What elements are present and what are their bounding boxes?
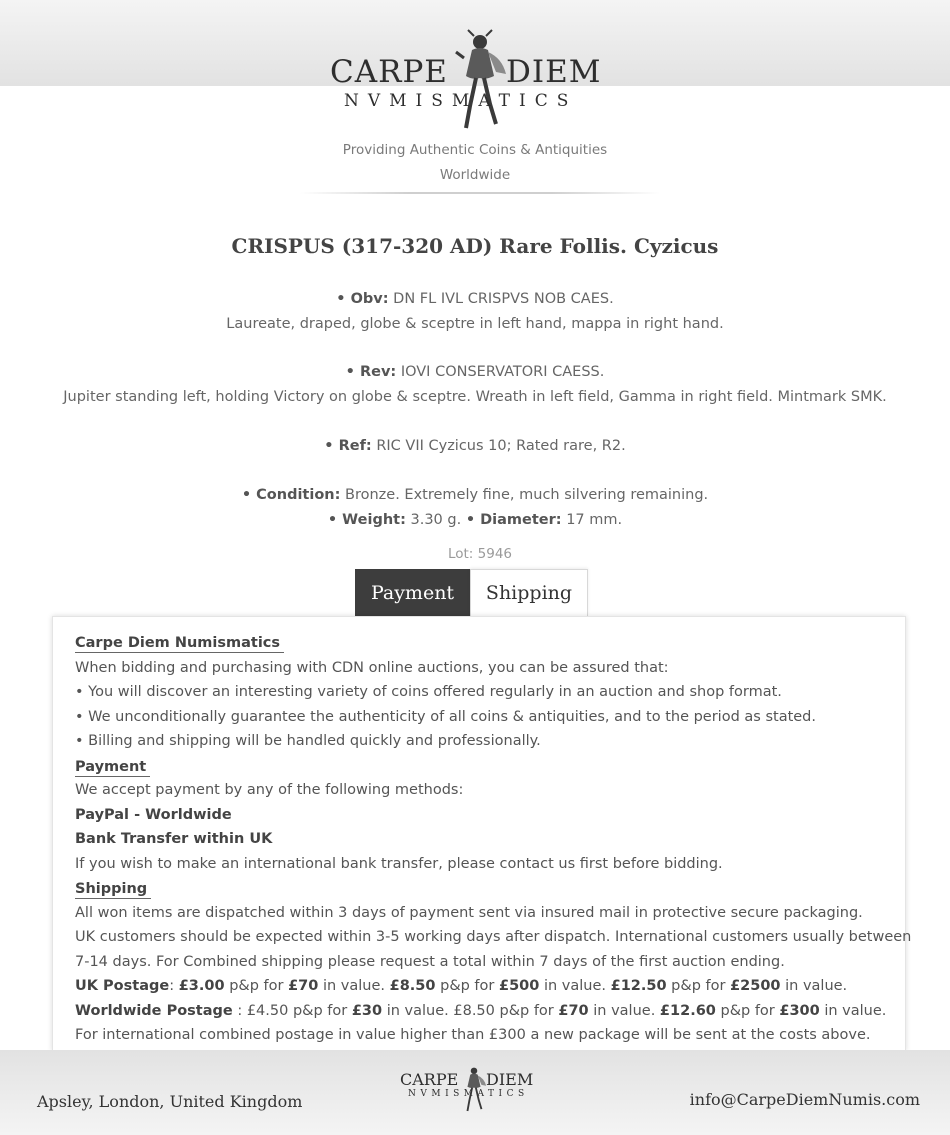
uk-postage-label: UK Postage xyxy=(75,978,170,994)
rev-value: IOVI CONSERVATORI CAESS. xyxy=(400,364,605,380)
condition-label: • Condition: xyxy=(241,487,341,503)
footer xyxy=(0,1050,950,1135)
ref-label: • Ref: xyxy=(324,438,372,454)
obv-label: • Obv: xyxy=(336,291,389,307)
rev-label: • Rev: xyxy=(345,364,397,380)
page-title: CRISPUS (317-320 AD) Rare Follis. Cyzicus xyxy=(231,234,719,258)
rev-block xyxy=(0,360,950,409)
weight-value: 3.30 g. xyxy=(410,511,462,528)
worldwide-postage-label: Worldwide Postage xyxy=(75,1002,233,1019)
obv-block xyxy=(0,287,950,336)
uk-postage-line: UK Postage: £3.00 p&p for £70 in value. £8.50 p&p for £500 in value. £12.50 p&p for £2500 in value. xyxy=(75,978,848,994)
tagline xyxy=(0,138,950,188)
logo-subtitle: NVMISMATICS xyxy=(344,91,578,111)
shipping-line-2: UK customers should be expected within 3-5 working days after dispatch. International customers usually between xyxy=(75,929,912,945)
footer-logo[interactable] xyxy=(400,1064,545,1119)
heading-shipping: Shipping xyxy=(75,880,151,899)
site-logo[interactable] xyxy=(330,28,622,138)
weight-line xyxy=(0,508,950,533)
footer-address: Apsley, London, United Kingdom xyxy=(37,1092,303,1111)
logo-wordmark xyxy=(330,54,620,90)
heading-payment: Payment xyxy=(75,758,150,777)
tagline-line2: Worldwide xyxy=(439,167,511,183)
logo-word-diem: DIEM xyxy=(506,54,602,90)
obv-desc: Laureate, draped, globe & sceptre in left hand, mappa in right hand. xyxy=(226,315,724,332)
payment-note: If you wish to make an international bank transfer, please contact us first before bidding. xyxy=(75,855,723,872)
condition-block xyxy=(0,483,950,532)
shipping-line-3: 7-14 days. For Combined shipping please request a total within 7 days of the first auction ending. xyxy=(75,953,785,970)
condition-line xyxy=(0,483,950,508)
worldwide-postage-line: Worldwide Postage : £4.50 p&p for £30 in value. £8.50 p&p for £70 in value. £12.60 p&p for £300 in value. xyxy=(75,1002,887,1019)
shipping-last-line: For international combined postage in value higher than £300 a new package will be sent at the costs above. xyxy=(75,1027,871,1043)
obv-value: DN FL IVL CRISPVS NOB CAES. xyxy=(393,291,614,307)
tab-shipping[interactable]: Shipping xyxy=(470,569,588,616)
condition-value: Bronze. Extremely fine, much silvering remaining. xyxy=(345,487,709,503)
heading-cdn: Carpe Diem Numismatics xyxy=(75,634,284,653)
ref-block xyxy=(0,434,950,459)
footer-logo-word-carpe: CARPE xyxy=(400,1070,459,1089)
tagline-line1: Providing Authentic Coins & Antiquities xyxy=(342,142,608,158)
footer-logo-wordmark xyxy=(400,1070,545,1089)
tab-panel-content xyxy=(75,631,912,1048)
bullet-1: • You will discover an interesting variety of coins offered regularly in an auction and shop format. xyxy=(75,684,782,700)
ref-value: RIC VII Cyzicus 10; Rated rare, R2. xyxy=(376,438,626,454)
footer-logo-subtitle: NVMISMATICS xyxy=(408,1089,529,1099)
logo-word-carpe: CARPE xyxy=(330,54,448,90)
rev-line xyxy=(0,360,950,385)
weight-label: • Weight: xyxy=(327,511,406,528)
intro-text: When bidding and purchasing with CDN online auctions, you can be assured that: xyxy=(75,659,669,676)
tab-panel xyxy=(52,616,912,1051)
payment-method-paypal: PayPal - Worldwide xyxy=(75,806,232,823)
shipping-line-1: All won items are dispatched within 3 days of payment sent via insured mail in protective secure packaging. xyxy=(75,904,863,921)
bullet-2: • We unconditionally guarantee the authenticity of all coins & antiquities, and to the period as stated. xyxy=(75,708,816,725)
lot-number: Lot: 5946 xyxy=(447,546,513,562)
footer-logo-word-diem: DIEM xyxy=(486,1070,534,1089)
rev-desc: Jupiter standing left, holding Victory on globe & sceptre. Wreath in left field, Gamma in right field. Mintmark SMK. xyxy=(63,388,887,405)
diameter-value: 17 mm. xyxy=(566,511,623,528)
tagline-divider xyxy=(300,192,660,194)
tab-payment[interactable]: Payment xyxy=(355,569,470,616)
footer-email[interactable]: info@CarpeDiemNumis.com xyxy=(689,1090,920,1109)
ref-line xyxy=(0,434,950,459)
diameter-label: • Diameter: xyxy=(465,511,562,528)
payment-intro: We accept payment by any of the following methods: xyxy=(75,782,464,798)
payment-method-bank: Bank Transfer within UK xyxy=(75,831,273,847)
obv-line xyxy=(0,287,950,312)
bullet-3: • Billing and shipping will be handled quickly and professionally. xyxy=(75,733,541,749)
